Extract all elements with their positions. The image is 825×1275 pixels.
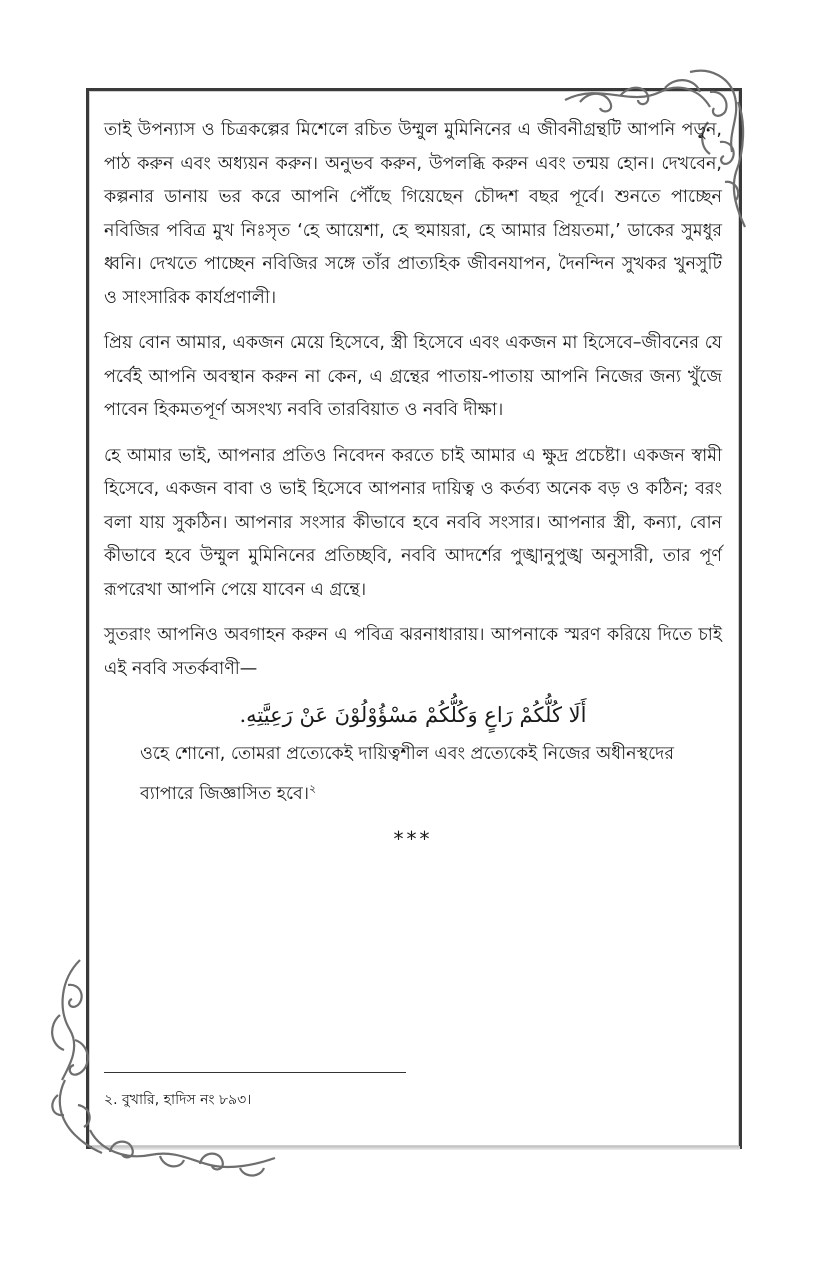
translation — [104, 738, 722, 811]
paragraph-3: হে আমার ভাই, আপনার প্রতিও নিবেদন করতে চাই আমার এ ক্ষুদ্র প্রচেষ্টা। একজন স্বামী হিসেবে, একজন বাবা ও ভাই হিসেবে আপনার দায়িত্ব ও কর্তব্য অনেক বড় ও কঠিন; বরং বলা যায় সুকঠিন। আপনার সংসার কীভাবে হবে নববি সংসার। আপনার স্ত্রী, কন্যা, বোন কীভাবে হবে উম্মুল মুমিনিনের প্রতিচ্ছবি, নববি আদর্শের পুঙ্খানুপুঙ্খ অনুসারী, তার পূর্ণ রূপরেখা আপনি পেয়ে যাবেন এ গ্রন্থে। — [104, 445, 722, 600]
bottom-ornament — [80, 1120, 280, 1180]
section-separator: *** — [393, 826, 433, 851]
main-text — [104, 114, 722, 856]
arabic-quote: أَلَا كُلُّكُمْ رَاعٍ وَكُلُّكُمْ مَسْؤُوْلُوْنَ عَنْ رَعِيَّتِهِ. — [239, 703, 587, 727]
footnote-rule — [104, 1072, 406, 1073]
footnote: ২. বুখারি, হাদিস নং ৮৯৩। — [104, 1092, 252, 1108]
paragraph-1: তাই উপন্যাস ও চিত্রকল্পের মিশেলে রচিত উম্মুল মুমিনিনের এ জীবনীগ্রন্থটি আপনি পড়ুন, পাঠ করুন এবং অধ্যয়ন করুন। অনুভব করুন, উপলব্ধি করুন এবং তন্ময় হোন। দেখবেন, কল্পনার ডানায় ভর করে আপনি পৌঁছে গিয়েছেন চৌদ্দশ বছর পূর্বে। শুনতে পাচ্ছেন নবিজির পবিত্র মুখ নিঃসৃত ‘হে আয়েশা, হে হুমায়রা, হে আমার প্রিয়তমা,’ ডাকের সুমধুর ধ্বনি। দেখতে পাচ্ছেন নবিজির সঙ্গে তাঁর প্রাত্যহিক জীবনযাপন, দৈনন্দিন সুখকর খুনসুটি ও সাংসারিক কার্যপ্রণালী। — [104, 120, 722, 308]
paragraph-2: প্রিয় বোন আমার, একজন মেয়ে হিসেবে, স্ত্রী হিসেবে এবং একজন মা হিসেবে–জীবনের যে পর্বেই আপনি অবস্থান করুন না কেন, এ গ্রন্থের পাতায়-পাতায় আপনি নিজের জন্য খুঁজে পাবেন হিকমতপূর্ণ অসংখ্য নববি তারবিয়াত ও নববি দীক্ষা। — [104, 333, 722, 420]
footnote-marker: ২ — [309, 781, 317, 795]
paragraph-4: সুতরাং আপনিও অবগাহন করুন এ পবিত্র ঝরনাধারায়। আপনাকে স্মরণ করিয়ে দিতে চাই এই নববি সতর্কবাণী— — [104, 625, 722, 679]
translation-text: ওহে শোনো, তোমরা প্রত্যেকেই দায়িত্বশীল এবং প্রত্যেকেই নিজের অধীনস্থদের ব্যাপারে জিজ্ঞাসিত হবে। — [140, 744, 674, 804]
